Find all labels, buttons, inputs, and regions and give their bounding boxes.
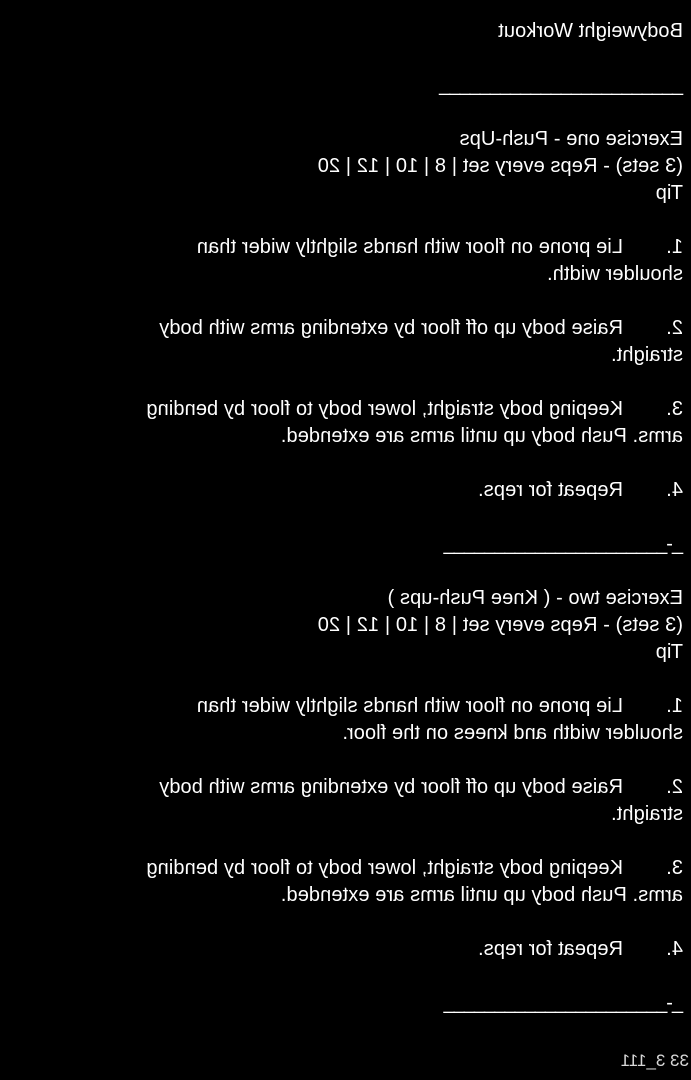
list-item — [7, 234, 683, 288]
list-item — [7, 477, 683, 504]
list-item — [7, 396, 683, 450]
exercise-heading: Exercise one - Push-Ups — [459, 128, 683, 150]
exercise-sets: (3 sets) - Reps every set | 8 | 10 | 12 | 20 — [317, 614, 683, 636]
step-list — [7, 234, 683, 504]
exercise-section-1 — [7, 126, 683, 585]
step-text: Lie prone on floor with hands slightly wider than — [196, 236, 623, 258]
step-number: 4. — [666, 938, 683, 960]
section-divider: _-______________________ — [444, 992, 683, 1014]
step-number: 3. — [666, 857, 683, 879]
step-text: Raise body up off floor by extending arms with body — [159, 776, 623, 798]
step-text: Repeat for reps. — [477, 479, 623, 501]
list-item — [7, 936, 683, 963]
step-number: 4. — [666, 479, 683, 501]
title-divider: ________________________ — [440, 74, 683, 96]
exercise-sets: (3 sets) - Reps every set | 8 | 10 | 12 | 20 — [317, 155, 683, 177]
step-text-cont: straight. — [610, 803, 683, 825]
step-text: Raise body up off floor by extending arms with body — [159, 317, 623, 339]
step-number: 1. — [666, 236, 683, 258]
note-body[interactable] — [7, 18, 683, 1017]
exercise-section-2 — [7, 585, 683, 1017]
list-item — [7, 315, 683, 369]
tip-label: Tip — [655, 641, 683, 663]
section-divider: _-______________________ — [444, 533, 683, 555]
step-number: 2. — [666, 776, 683, 798]
step-text: Keeping body straight, lower body to floor by bending — [146, 398, 623, 420]
step-list — [7, 693, 683, 963]
step-number: 1. — [666, 695, 683, 717]
step-number: 2. — [666, 317, 683, 339]
tip-label: Tip — [655, 182, 683, 204]
list-item — [7, 855, 683, 909]
step-text-cont: straight. — [610, 344, 683, 366]
step-number: 3. — [666, 398, 683, 420]
footer-label: 33 3_111 — [620, 1051, 689, 1070]
list-item — [7, 693, 683, 747]
step-text: Keeping body straight, lower body to floor by bending — [146, 857, 623, 879]
step-text-cont: arms. Push body up until arms are extended. — [280, 884, 683, 906]
note-title: Bodyweight Workout — [498, 20, 683, 42]
step-text: Repeat for reps. — [477, 938, 623, 960]
exercise-heading: Exercise two - ( Knee Push-ups ) — [387, 587, 683, 609]
step-text: Lie prone on floor with hands slightly wider than — [196, 695, 623, 717]
step-text-cont: arms. Push body up until arms are extended. — [280, 425, 683, 447]
step-text-cont: shoulder width and knees on the floor. — [342, 722, 683, 744]
list-item — [7, 774, 683, 828]
step-text-cont: shoulder width. — [546, 263, 683, 285]
